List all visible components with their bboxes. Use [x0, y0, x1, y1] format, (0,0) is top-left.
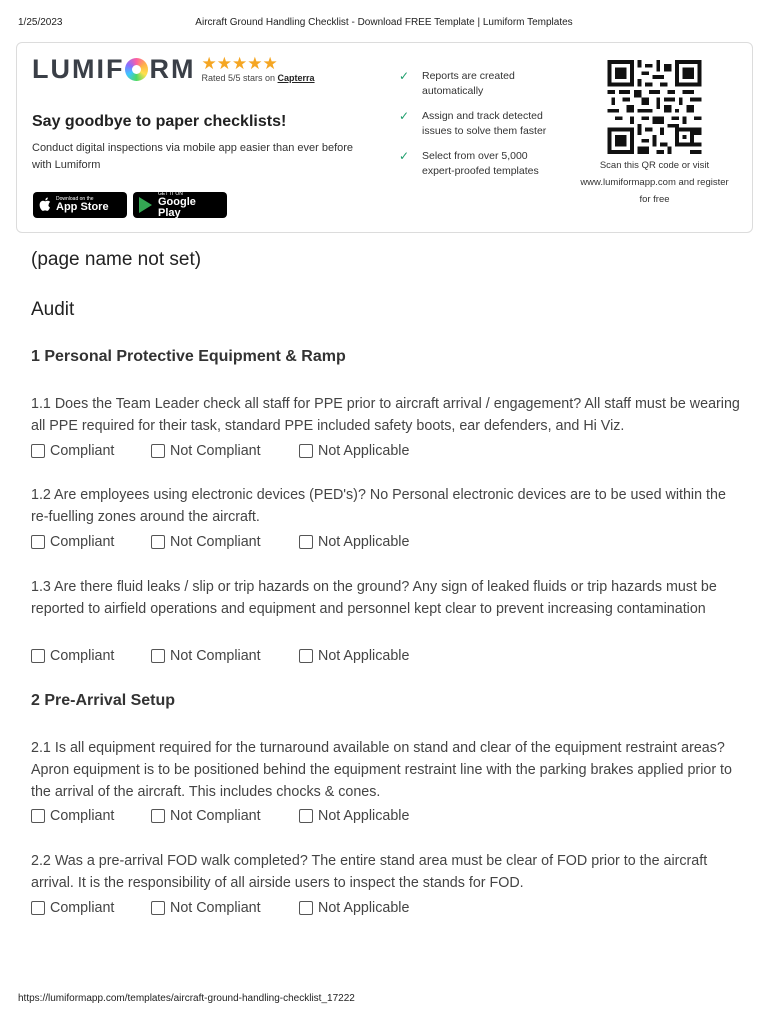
option-label: Compliant	[50, 443, 115, 459]
page-name: (page name not set)	[31, 249, 202, 270]
logo-row	[32, 54, 315, 84]
option-compliant[interactable]	[31, 443, 114, 459]
print-date: 1/25/2023	[18, 17, 63, 28]
feature-text: Assign and track detected issues to solve them faster	[422, 110, 547, 137]
app-store-button[interactable]	[33, 192, 127, 218]
checkbox[interactable]	[31, 535, 45, 549]
answer-options	[31, 900, 531, 918]
checkmark-icon: ✓	[399, 109, 410, 123]
answer-options	[31, 443, 531, 461]
feature-text: Reports are created automatically	[422, 70, 515, 97]
checkbox[interactable]	[299, 535, 313, 549]
capterra-link[interactable]: Capterra	[277, 73, 315, 83]
option-not-compliant[interactable]	[151, 808, 261, 824]
qr-code-icon[interactable]	[605, 60, 704, 154]
option-not-compliant[interactable]	[151, 900, 261, 916]
feature-item	[399, 109, 559, 139]
checkbox[interactable]	[151, 535, 165, 549]
checkbox[interactable]	[31, 901, 45, 915]
checkbox[interactable]	[299, 901, 313, 915]
footer-url: https://lumiformapp.com/templates/aircraft-ground-handling-checklist_17222	[18, 993, 355, 1004]
feature-list	[399, 69, 559, 189]
option-not-applicable[interactable]	[299, 443, 409, 459]
answer-options	[31, 648, 531, 666]
option-label: Compliant	[50, 900, 115, 916]
checkbox[interactable]	[151, 901, 165, 915]
checkbox[interactable]	[151, 809, 165, 823]
question-text: 1.1 Does the Team Leader check all staff for PPE prior to aircraft arrival / engagement? All staff must be wearing all PPE required for their task, standard PPE included safety boots, ear defenders, and Hi Viz.	[31, 396, 740, 434]
checkbox[interactable]	[299, 809, 313, 823]
option-not-applicable[interactable]	[299, 648, 409, 664]
option-label: Not Compliant	[170, 443, 261, 459]
option-label: Not Compliant	[170, 900, 261, 916]
google-play-small-text: GET IT ON	[158, 190, 183, 197]
option-not-applicable[interactable]	[299, 534, 409, 550]
lumiform-banner	[16, 42, 753, 233]
logo-o-icon	[125, 58, 148, 81]
checkbox[interactable]	[31, 809, 45, 823]
option-label: Not Applicable	[318, 900, 410, 916]
lumiform-logo[interactable]	[32, 54, 195, 85]
rating	[201, 55, 314, 83]
app-store-big-text: App Store	[56, 201, 109, 213]
banner-subtext: Conduct digital inspections via mobile app easier than ever before with Lumiform	[32, 142, 354, 171]
option-label: Not Applicable	[318, 648, 410, 664]
option-not-compliant[interactable]	[151, 534, 261, 550]
banner-headline: Say goodbye to paper checklists!	[32, 113, 287, 130]
feature-text: Select from over 5,000 expert-proofed templates	[422, 150, 539, 177]
option-label: Compliant	[50, 808, 115, 824]
feature-item	[399, 149, 559, 179]
option-label: Compliant	[50, 534, 115, 550]
option-not-compliant[interactable]	[151, 648, 261, 664]
question-text: 2.2 Was a pre-arrival FOD walk completed? The entire stand area must be clear of FOD prior to the aircraft arrival. It is the responsibility of all airside users to inspect the stands for FOD.	[31, 853, 708, 891]
google-play-icon	[139, 197, 152, 213]
answer-options	[31, 534, 531, 552]
star-rating-icon: ★★★★★	[201, 54, 278, 73]
option-label: Not Compliant	[170, 648, 261, 664]
app-store-small-text: Download on the	[56, 196, 94, 202]
option-not-applicable[interactable]	[299, 808, 409, 824]
rating-prefix: Rated 5/5 stars on	[201, 73, 278, 83]
option-compliant[interactable]	[31, 900, 114, 916]
checkbox[interactable]	[299, 444, 313, 458]
question-text: 1.3 Are there fluid leaks / slip or trip hazards on the ground? Any sign of leaked fluids or trip hazards must be reported to airfield operations and equipment and personnel kept clear to prevent increasing contamination	[31, 579, 717, 617]
option-label: Compliant	[50, 648, 115, 664]
checkbox[interactable]	[31, 649, 45, 663]
qr-caption: Scan this QR code or visit www.lumiformapp.com and register for free	[580, 160, 729, 205]
option-label: Not Applicable	[318, 808, 410, 824]
google-play-big-text: Google Play	[158, 195, 196, 219]
logo-text-left: LUMIF	[32, 53, 125, 84]
option-label: Not Applicable	[318, 443, 410, 459]
rating-text	[201, 73, 314, 83]
section-heading: 1 Personal Protective Equipment & Ramp	[31, 348, 346, 365]
checkbox[interactable]	[299, 649, 313, 663]
print-header	[18, 17, 750, 29]
checkmark-icon: ✓	[399, 149, 410, 163]
question-text: 1.2 Are employees using electronic devices (PED's)? No Personal electronic devices are to be used within the re-fuelling zones around the aircraft.	[31, 487, 726, 525]
google-play-button[interactable]	[133, 192, 227, 218]
logo-text-right: RM	[149, 53, 196, 84]
option-compliant[interactable]	[31, 534, 114, 550]
option-not-applicable[interactable]	[299, 900, 409, 916]
option-compliant[interactable]	[31, 808, 114, 824]
option-compliant[interactable]	[31, 648, 114, 664]
answer-options	[31, 808, 531, 826]
question-text: 2.1 Is all equipment required for the turnaround available on stand and clear of the equipment restraint areas? Apron equipment is to be positioned behind the equipment restraint line with the parking brakes applied prior to the arrival of the aircraft. This includes chocks & cones.	[31, 740, 732, 800]
checkbox[interactable]	[151, 649, 165, 663]
print-title: Aircraft Ground Handling Checklist - Download FREE Template | Lumiform Templates	[195, 17, 573, 28]
option-label: Not Applicable	[318, 534, 410, 550]
checkmark-icon: ✓	[399, 69, 410, 83]
section-heading: 2 Pre-Arrival Setup	[31, 692, 176, 709]
option-not-compliant[interactable]	[151, 443, 261, 459]
option-label: Not Compliant	[170, 534, 261, 550]
option-label: Not Compliant	[170, 808, 261, 824]
checkbox[interactable]	[31, 444, 45, 458]
feature-item	[399, 69, 559, 99]
audit-title: Audit	[31, 299, 75, 320]
checkbox[interactable]	[151, 444, 165, 458]
apple-icon	[39, 197, 51, 213]
